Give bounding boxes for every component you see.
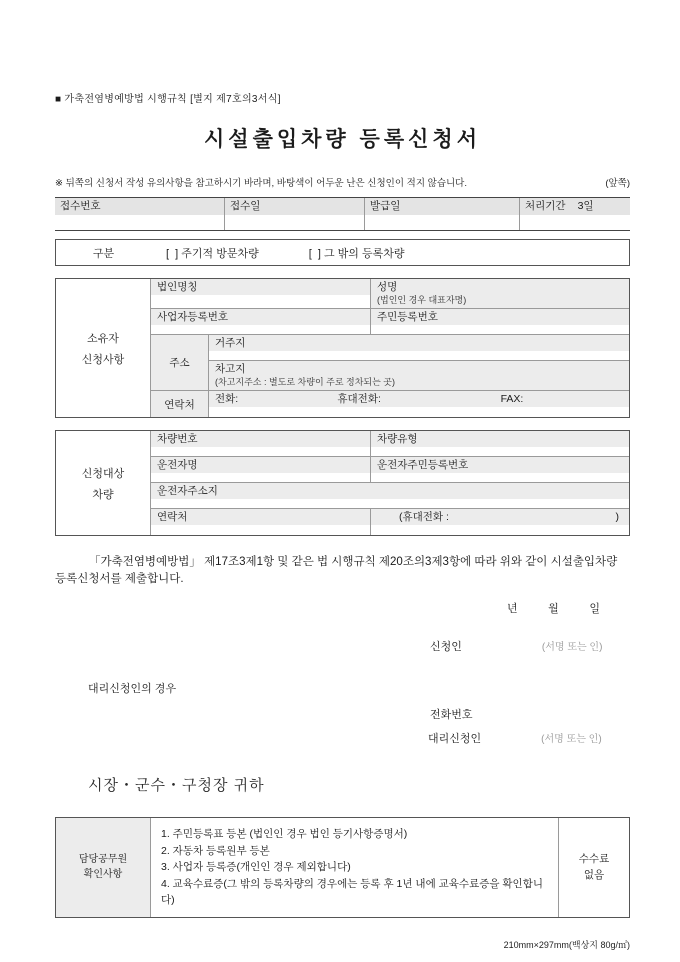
proxy-case-label: 대리신청인의 경우 (88, 683, 177, 695)
owner-name-label: 성명 (법인인 경우 대표자명) (371, 279, 629, 308)
owner-contact-field[interactable] (209, 391, 629, 417)
owner-contact-label: 연락처 (151, 391, 209, 417)
processing-period-cell (520, 198, 630, 230)
address-label: 주소 (151, 335, 209, 390)
biz-reg-no-field[interactable] (151, 309, 371, 334)
receipt-no-cell (55, 198, 225, 230)
official-confirmation-label: 담당공무원 확인사항 (56, 818, 151, 917)
proxy-sign-note: (서명 또는 인) (541, 734, 602, 745)
resident-no-field[interactable] (371, 309, 629, 334)
driver-address-label: 운전자주소지 (151, 483, 629, 499)
category-label: 구분 (92, 247, 115, 260)
official-confirmation-table (55, 817, 630, 918)
category-row (55, 239, 630, 266)
driver-resident-no-field[interactable] (371, 457, 629, 482)
instruction-note: ※ 뒤쪽의 신청서 작성 유의사항을 참고하시기 바라며, 바탕색이 어두운 난은 신청인이 적지 않습니다. (55, 178, 467, 189)
declaration-text: 「가축전염병예방법」 제17조3제1항 및 같은 법 시행규칙 제20조의3제3항에 따라 위와 같이 시설출입차량 등록신청서를 제출합니다. (55, 556, 618, 585)
page-side-label: (앞쪽) (605, 178, 630, 189)
vehicle-type-field[interactable] (371, 431, 629, 456)
driver-name-label: 운전자명 (151, 457, 370, 473)
confirmation-item: 3. 사업자 등록증(개인인 경우 제외합니다) (161, 861, 351, 873)
owner-section-table (55, 278, 630, 418)
proxy-phone-label: 전화번호 (430, 709, 473, 721)
vehicle-type-label: 차량유형 (371, 431, 629, 447)
receipt-date-cell (225, 198, 365, 230)
owner-name-note: (법인인 경우 대표자명) (377, 295, 467, 305)
vehicle-no-label: 차량번호 (151, 431, 370, 447)
corp-name-label: 법인명칭 (151, 279, 370, 295)
receipt-no-input[interactable] (55, 215, 224, 230)
vehicle-mobile-field[interactable] (371, 509, 629, 535)
fee-cell (559, 818, 629, 917)
owner-name-field[interactable] (371, 279, 629, 308)
instruction-row (55, 175, 630, 189)
driver-name-field[interactable] (151, 457, 371, 482)
confirmation-items (151, 818, 559, 917)
proxy-sign-line (428, 730, 630, 746)
residence-field[interactable] (209, 335, 629, 360)
vehicle-section-label: 신청대상 차량 (56, 431, 151, 535)
vehicle-mobile-open: (휴대전화 : (399, 511, 449, 523)
fax-label: FAX: (500, 393, 524, 405)
processing-period-label: 처리기간 3일 (520, 198, 630, 215)
driver-address-field[interactable] (151, 483, 629, 508)
date-line: 년 월 일 (506, 603, 600, 615)
resident-no-label: 주민등록번호 (371, 309, 629, 325)
confirmation-item: 4. 교육수료증(그 밖의 등록차량의 경우에는 등록 후 1년 내에 교육수료증을 확인합니다) (161, 877, 543, 906)
confirmation-item: 1. 주민등록표 등본 (법인인 경우 법인 등기사항증명서) (161, 828, 408, 840)
applicant-sign-line (430, 638, 630, 654)
phone-label: 전화: (215, 393, 239, 405)
fee-value: 없음 (583, 869, 605, 882)
receipt-date-label: 접수일 (225, 198, 364, 215)
receipt-no-label: 접수번호 (55, 198, 224, 215)
corp-name-field[interactable] (151, 279, 371, 308)
category-options (151, 245, 405, 261)
regulation-note: ■ 가축전염병예방법 시행규칙 [별지 제7호의3서식] (55, 94, 281, 105)
fee-label: 수수료 (578, 853, 610, 866)
garage-note: (차고지주소 : 별도로 차량이 주로 정차되는 곳) (215, 376, 395, 387)
checkbox-other-registered-vehicle[interactable]: [ ] 그 밖의 등록차량 (308, 247, 405, 260)
paper-spec: 210mm×297mm(백상지 80g/㎡) (503, 939, 630, 950)
vehicle-mobile-close: ) (615, 511, 619, 523)
mobile-label: 휴대전화: (337, 393, 381, 405)
receipt-table (55, 197, 630, 231)
receipt-date-input[interactable] (225, 215, 364, 230)
processing-period-value: 3일 (577, 200, 594, 212)
applicant-sign-note: (서명 또는 인) (541, 642, 603, 653)
recipient-line: 시장・군수・구청장 귀하 (88, 777, 265, 794)
issue-date-cell (365, 198, 520, 230)
proxy-label: 대리신청인 (428, 733, 482, 745)
garage-field[interactable] (209, 361, 629, 390)
applicant-label: 신청인 (430, 641, 462, 653)
vehicle-contact-field[interactable] (151, 509, 371, 535)
confirmation-item: 2. 자동차 등록원부 등본 (161, 844, 270, 857)
driver-resident-no-label: 운전자주민등록번호 (371, 457, 629, 473)
vehicle-contact-label: 연락처 (151, 509, 370, 525)
owner-section-label: 소유자 신청사항 (56, 279, 151, 417)
residence-label: 거주지 (209, 335, 629, 351)
vehicle-no-field[interactable] (151, 431, 371, 456)
garage-label: 차고지 (차고지주소 : 별도로 차량이 주로 정차되는 곳) (209, 361, 629, 390)
biz-reg-no-label: 사업자등록번호 (151, 309, 370, 325)
issue-date-label: 발급일 (365, 198, 519, 215)
vehicle-section-table (55, 430, 630, 536)
checkbox-periodic-visit-vehicle[interactable]: [ ] 주기적 방문차량 (166, 247, 259, 260)
issue-date-input[interactable] (365, 215, 519, 230)
form-title: 시설출입차량 등록신청서 (204, 128, 481, 151)
